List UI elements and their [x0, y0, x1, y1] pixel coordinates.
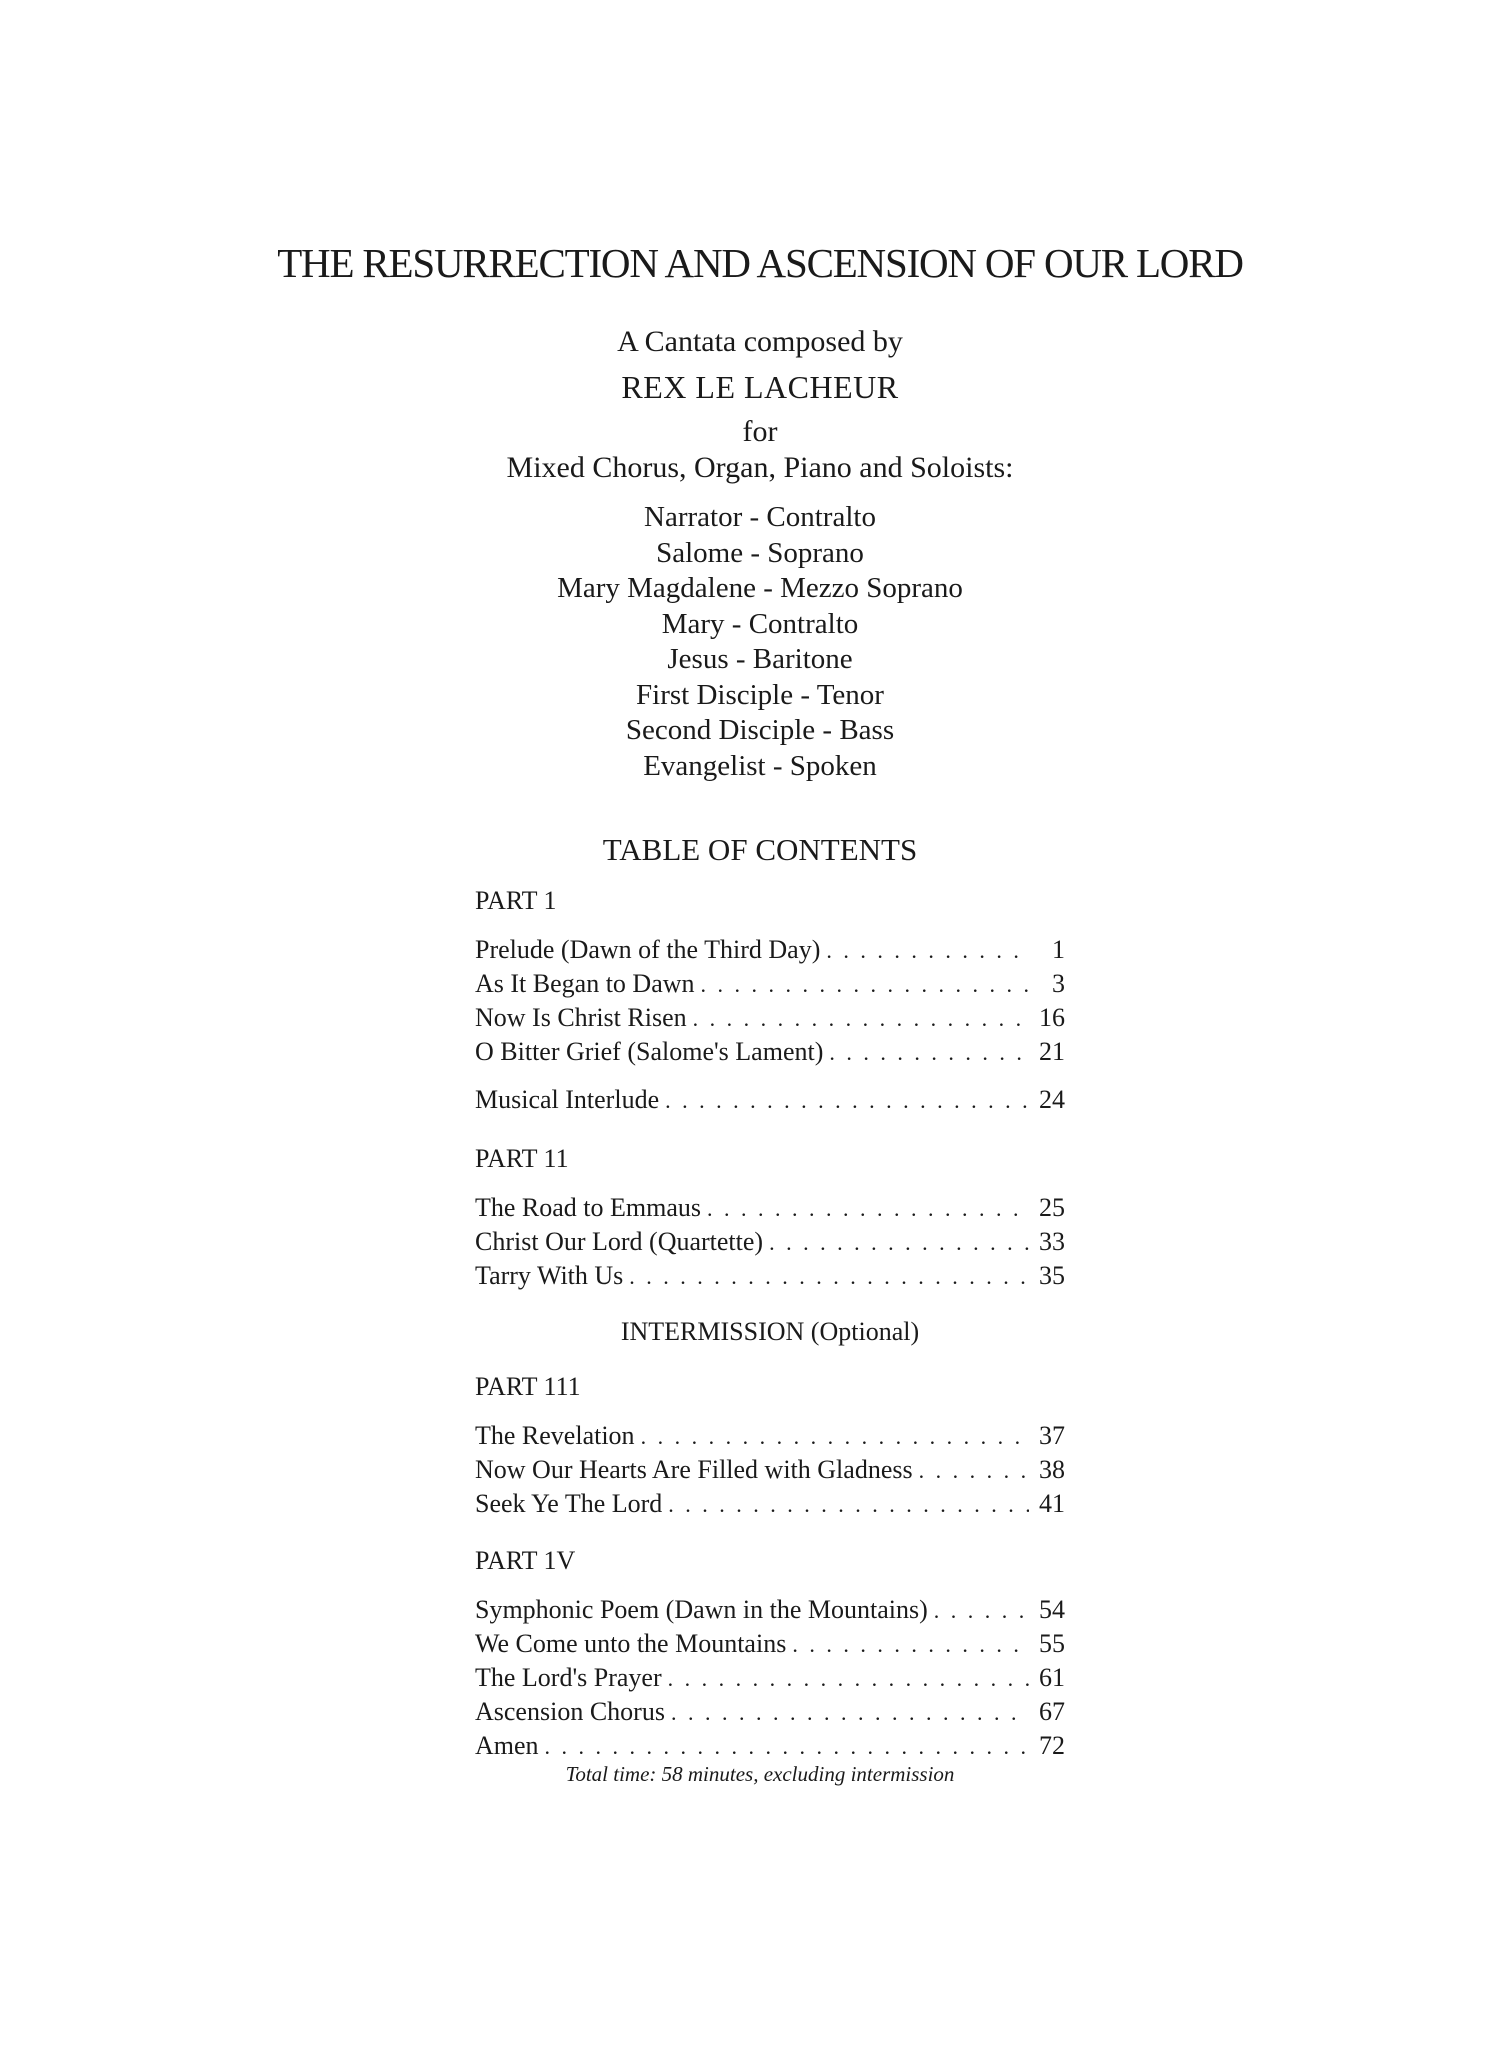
- entry-page: 21: [1039, 1037, 1065, 1066]
- toc-entry: [475, 1083, 1065, 1117]
- soloists-list: [0, 500, 1491, 784]
- leader-dots: [707, 1192, 1029, 1226]
- toc-entry: [475, 1259, 1065, 1293]
- entry-name: Ascension Chorus: [475, 1697, 665, 1726]
- leader-dots: [701, 968, 1029, 1002]
- toc-part-1: [475, 885, 1065, 1117]
- soloist-item: Jesus - Baritone: [667, 643, 853, 675]
- toc-entry: [475, 1001, 1065, 1035]
- leader-dots: [668, 1488, 1029, 1522]
- entry-name: Prelude (Dawn of the Third Day): [475, 935, 821, 964]
- entry-page: 24: [1039, 1085, 1065, 1114]
- toc-entry: [475, 967, 1065, 1001]
- leader-dots: [629, 1260, 1029, 1294]
- leader-dots: [671, 1696, 1029, 1730]
- entry-name: Tarry With Us: [475, 1261, 624, 1290]
- leader-dots: [826, 934, 1029, 968]
- entry-name: The Lord's Prayer: [475, 1663, 662, 1692]
- entry-page: 41: [1039, 1489, 1065, 1518]
- leader-dots: [668, 1662, 1029, 1696]
- entry-name: We Come unto the Mountains: [475, 1629, 787, 1658]
- toc-entry: [475, 1225, 1065, 1259]
- entry-page: 35: [1039, 1261, 1065, 1290]
- toc-entry: [475, 1695, 1065, 1729]
- instrumentation: Mixed Chorus, Organ, Piano and Soloists:: [506, 451, 1014, 484]
- entry-page: 55: [1039, 1629, 1065, 1658]
- toc-entry: [475, 1035, 1065, 1069]
- leader-dots: [769, 1226, 1029, 1260]
- toc-entry: [475, 1419, 1065, 1453]
- entry-name: Christ Our Lord (Quartette): [475, 1227, 764, 1256]
- entry-name: Seek Ye The Lord: [475, 1489, 663, 1518]
- total-time-note: Total time: 58 minutes, excluding intermission: [565, 1762, 955, 1786]
- toc-part-2: [475, 1143, 1065, 1293]
- toc-part-4: [475, 1545, 1065, 1763]
- entry-page: 3: [1052, 969, 1065, 998]
- part-title: PART 1V: [475, 1546, 576, 1575]
- soloist-item: Narrator - Contralto: [644, 501, 876, 533]
- toc-entry: [475, 1593, 1065, 1627]
- document-title: THE RESURRECTION AND ASCENSION OF OUR LORD: [277, 240, 1243, 286]
- toc-entry: [475, 1729, 1065, 1763]
- intermission-note: INTERMISSION (Optional): [620, 1317, 920, 1346]
- entry-page: 38: [1039, 1455, 1065, 1484]
- subtitle: A Cantata composed by: [617, 325, 903, 358]
- leader-dots: [545, 1730, 1029, 1764]
- entry-page: 61: [1039, 1663, 1065, 1692]
- entry-page: 67: [1039, 1697, 1065, 1726]
- soloist-item: Evangelist - Spoken: [643, 749, 877, 782]
- entry-name: Amen: [475, 1731, 539, 1760]
- leader-dots: [641, 1420, 1029, 1454]
- part-title: PART 111: [475, 1372, 581, 1401]
- entry-page: 1: [1052, 935, 1065, 964]
- leader-dots: [934, 1594, 1029, 1628]
- part-title: PART 11: [475, 1144, 569, 1173]
- entry-page: 16: [1039, 1003, 1065, 1032]
- soloist-item: Second Disciple - Bass: [625, 714, 895, 746]
- entry-name: As It Began to Dawn: [475, 969, 695, 998]
- entry-name: Musical Interlude: [475, 1085, 660, 1114]
- entry-name: O Bitter Grief (Salome's Lament): [475, 1037, 824, 1066]
- entry-name: The Road to Emmaus: [475, 1193, 702, 1222]
- composer-name: REX LE LACHEUR: [621, 369, 899, 405]
- toc-part-3: [475, 1371, 1065, 1521]
- entry-name: Symphonic Poem (Dawn in the Mountains): [475, 1595, 928, 1624]
- leader-dots: [665, 1084, 1029, 1118]
- for-text: for: [742, 415, 778, 448]
- entry-page: 72: [1039, 1731, 1065, 1760]
- toc-entry: [475, 1627, 1065, 1661]
- soloist-item: Mary Magdalene - Mezzo Soprano: [557, 572, 963, 604]
- toc-entry: [475, 1661, 1065, 1695]
- toc-entry: [475, 933, 1065, 967]
- leader-dots: [919, 1454, 1029, 1488]
- soloist-item: Mary - Contralto: [661, 607, 859, 640]
- toc-entry: [475, 1453, 1065, 1487]
- leader-dots: [693, 1002, 1029, 1036]
- toc-heading: TABLE OF CONTENTS: [602, 832, 918, 867]
- soloist-item: First Disciple - Tenor: [636, 678, 884, 711]
- entry-page: 25: [1039, 1193, 1065, 1222]
- entry-page: 54: [1039, 1595, 1065, 1624]
- leader-dots: [829, 1036, 1029, 1070]
- leader-dots: [792, 1628, 1029, 1662]
- entry-name: Now Is Christ Risen: [475, 1003, 687, 1032]
- entry-name: The Revelation: [475, 1421, 635, 1450]
- part-title: PART 1: [475, 886, 557, 915]
- toc-entry: [475, 1487, 1065, 1521]
- entry-name: Now Our Hearts Are Filled with Gladness: [475, 1455, 913, 1484]
- entry-page: 37: [1039, 1421, 1065, 1450]
- toc-entry: [475, 1191, 1065, 1225]
- table-of-contents: [475, 885, 1065, 1763]
- entry-page: 33: [1039, 1227, 1065, 1256]
- soloist-item: Salome - Soprano: [656, 536, 864, 569]
